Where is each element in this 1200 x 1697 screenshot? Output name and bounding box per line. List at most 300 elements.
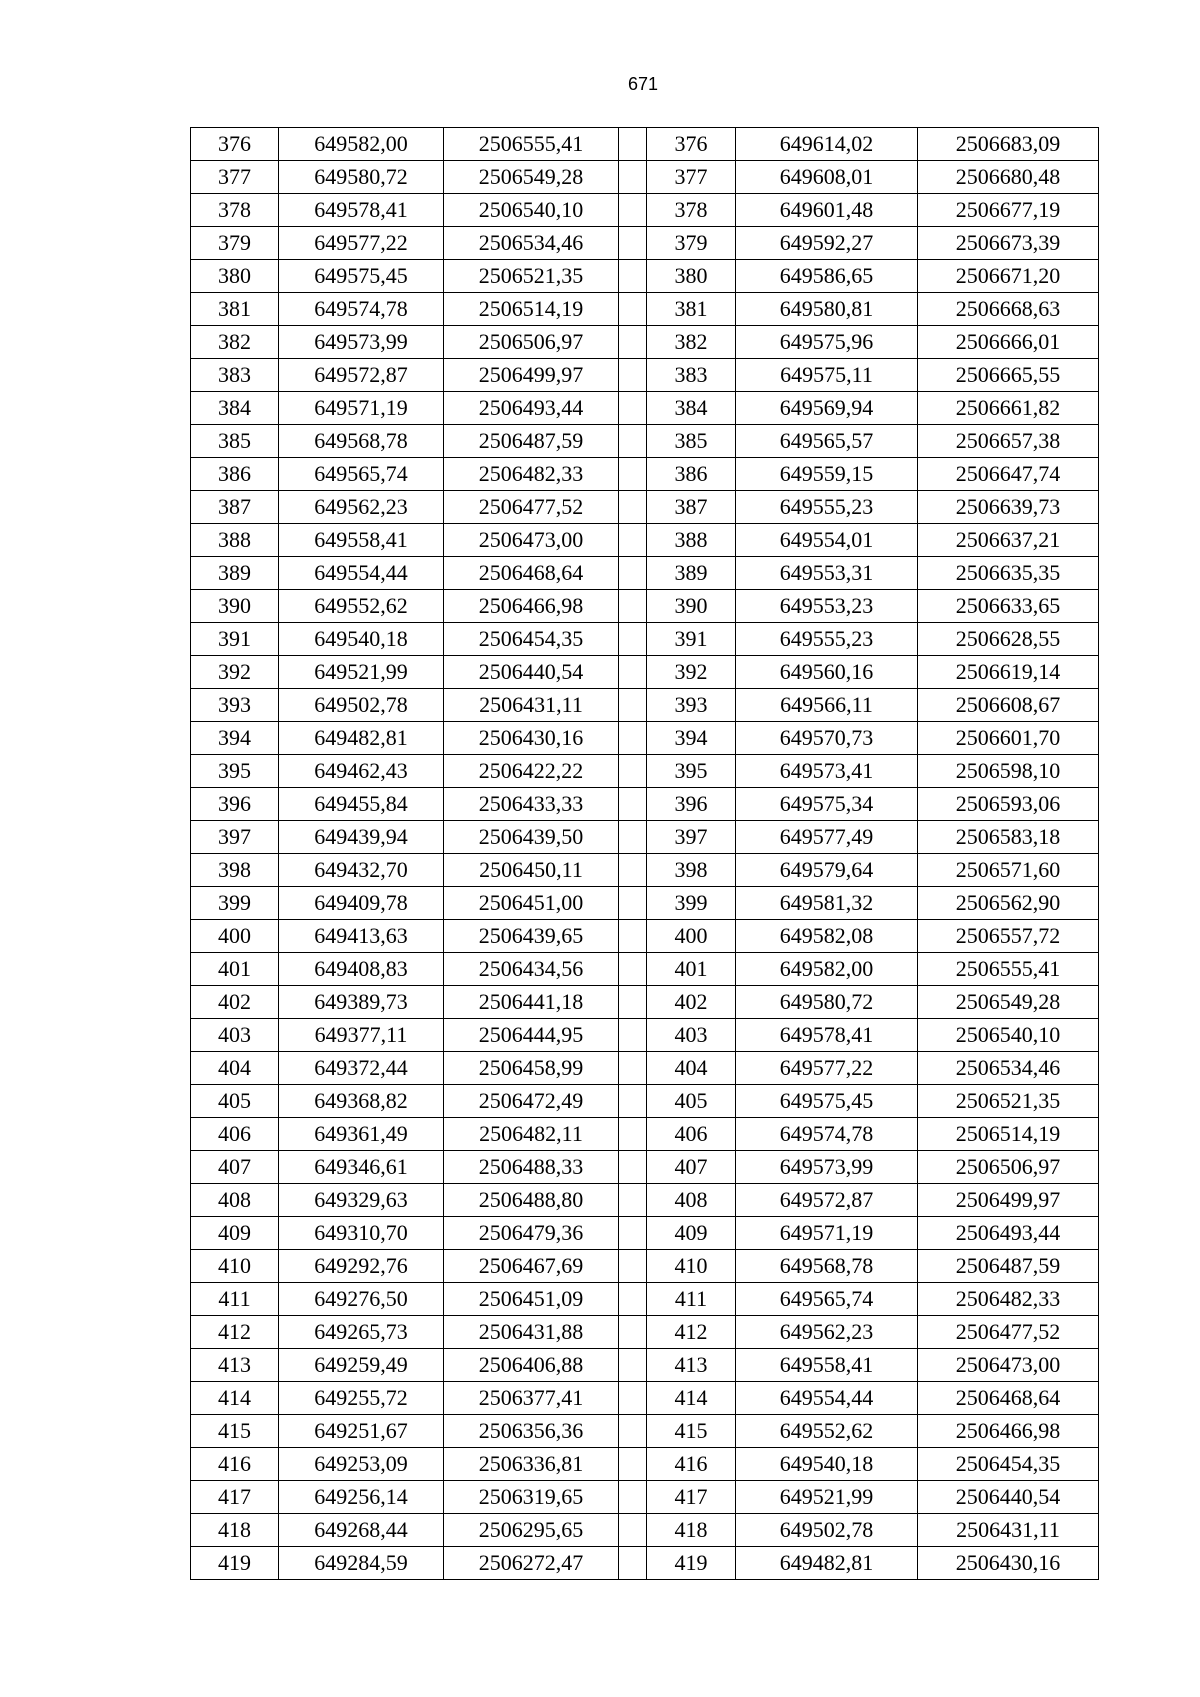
x-coordinate-right: 649586,65	[736, 260, 918, 293]
spacer-cell	[619, 1250, 647, 1283]
y-coordinate-right: 2506680,48	[918, 161, 1099, 194]
y-coordinate-right: 2506557,72	[918, 920, 1099, 953]
y-coordinate-right: 2506534,46	[918, 1052, 1099, 1085]
spacer-cell	[619, 689, 647, 722]
point-number-left: 393	[191, 689, 279, 722]
x-coordinate-left: 649572,87	[279, 359, 444, 392]
spacer-cell	[619, 590, 647, 623]
y-coordinate-left: 2506454,35	[444, 623, 619, 656]
point-number-left: 391	[191, 623, 279, 656]
x-coordinate-right: 649502,78	[736, 1514, 918, 1547]
spacer-cell	[619, 1514, 647, 1547]
coordinates-table-body	[191, 128, 1099, 1580]
y-coordinate-left: 2506319,65	[444, 1481, 619, 1514]
y-coordinate-right: 2506466,98	[918, 1415, 1099, 1448]
table-row	[191, 920, 1099, 953]
y-coordinate-right: 2506639,73	[918, 491, 1099, 524]
table-row	[191, 1349, 1099, 1382]
table-row	[191, 689, 1099, 722]
x-coordinate-left: 649502,78	[279, 689, 444, 722]
point-number-right: 403	[647, 1019, 736, 1052]
y-coordinate-right: 2506583,18	[918, 821, 1099, 854]
spacer-cell	[619, 1019, 647, 1052]
y-coordinate-left: 2506336,81	[444, 1448, 619, 1481]
y-coordinate-left: 2506444,95	[444, 1019, 619, 1052]
y-coordinate-right: 2506493,44	[918, 1217, 1099, 1250]
point-number-left: 396	[191, 788, 279, 821]
point-number-right: 405	[647, 1085, 736, 1118]
spacer-cell	[619, 1217, 647, 1250]
point-number-left: 394	[191, 722, 279, 755]
table-row	[191, 1085, 1099, 1118]
x-coordinate-left: 649268,44	[279, 1514, 444, 1547]
x-coordinate-left: 649372,44	[279, 1052, 444, 1085]
point-number-left: 380	[191, 260, 279, 293]
y-coordinate-right: 2506666,01	[918, 326, 1099, 359]
point-number-left: 411	[191, 1283, 279, 1316]
x-coordinate-right: 649573,41	[736, 755, 918, 788]
y-coordinate-right: 2506671,20	[918, 260, 1099, 293]
y-coordinate-left: 2506451,09	[444, 1283, 619, 1316]
spacer-cell	[619, 128, 647, 161]
y-coordinate-right: 2506499,97	[918, 1184, 1099, 1217]
x-coordinate-right: 649540,18	[736, 1448, 918, 1481]
x-coordinate-left: 649292,76	[279, 1250, 444, 1283]
point-number-right: 406	[647, 1118, 736, 1151]
y-coordinate-left: 2506272,47	[444, 1547, 619, 1580]
spacer-cell	[619, 854, 647, 887]
point-number-right: 393	[647, 689, 736, 722]
y-coordinate-right: 2506540,10	[918, 1019, 1099, 1052]
table-row	[191, 524, 1099, 557]
x-coordinate-right: 649574,78	[736, 1118, 918, 1151]
point-number-left: 386	[191, 458, 279, 491]
coordinates-table	[190, 127, 1099, 1580]
y-coordinate-left: 2506479,36	[444, 1217, 619, 1250]
spacer-cell	[619, 1052, 647, 1085]
y-coordinate-left: 2506555,41	[444, 128, 619, 161]
x-coordinate-left: 649368,82	[279, 1085, 444, 1118]
x-coordinate-right: 649582,08	[736, 920, 918, 953]
y-coordinate-left: 2506430,16	[444, 722, 619, 755]
x-coordinate-left: 649574,78	[279, 293, 444, 326]
point-number-left: 382	[191, 326, 279, 359]
table-row	[191, 1184, 1099, 1217]
x-coordinate-right: 649578,41	[736, 1019, 918, 1052]
y-coordinate-right: 2506657,38	[918, 425, 1099, 458]
point-number-right: 391	[647, 623, 736, 656]
y-coordinate-left: 2506482,33	[444, 458, 619, 491]
y-coordinate-right: 2506430,16	[918, 1547, 1099, 1580]
y-coordinate-right: 2506683,09	[918, 128, 1099, 161]
x-coordinate-left: 649462,43	[279, 755, 444, 788]
point-number-left: 397	[191, 821, 279, 854]
x-coordinate-right: 649580,81	[736, 293, 918, 326]
point-number-right: 400	[647, 920, 736, 953]
point-number-right: 376	[647, 128, 736, 161]
y-coordinate-right: 2506661,82	[918, 392, 1099, 425]
point-number-left: 419	[191, 1547, 279, 1580]
point-number-right: 412	[647, 1316, 736, 1349]
table-row	[191, 656, 1099, 689]
y-coordinate-right: 2506619,14	[918, 656, 1099, 689]
point-number-right: 417	[647, 1481, 736, 1514]
y-coordinate-right: 2506440,54	[918, 1481, 1099, 1514]
x-coordinate-right: 649553,23	[736, 590, 918, 623]
y-coordinate-right: 2506521,35	[918, 1085, 1099, 1118]
x-coordinate-left: 649253,09	[279, 1448, 444, 1481]
x-coordinate-left: 649276,50	[279, 1283, 444, 1316]
y-coordinate-right: 2506665,55	[918, 359, 1099, 392]
x-coordinate-right: 649555,23	[736, 491, 918, 524]
y-coordinate-left: 2506506,97	[444, 326, 619, 359]
x-coordinate-left: 649575,45	[279, 260, 444, 293]
x-coordinate-left: 649408,83	[279, 953, 444, 986]
point-number-right: 411	[647, 1283, 736, 1316]
point-number-left: 384	[191, 392, 279, 425]
point-number-right: 399	[647, 887, 736, 920]
y-coordinate-left: 2506406,88	[444, 1349, 619, 1382]
x-coordinate-right: 649562,23	[736, 1316, 918, 1349]
point-number-left: 392	[191, 656, 279, 689]
x-coordinate-left: 649361,49	[279, 1118, 444, 1151]
table-row	[191, 359, 1099, 392]
point-number-right: 401	[647, 953, 736, 986]
point-number-right: 384	[647, 392, 736, 425]
y-coordinate-left: 2506493,44	[444, 392, 619, 425]
x-coordinate-left: 649565,74	[279, 458, 444, 491]
table-row	[191, 491, 1099, 524]
y-coordinate-right: 2506677,19	[918, 194, 1099, 227]
x-coordinate-left: 649521,99	[279, 656, 444, 689]
y-coordinate-right: 2506668,63	[918, 293, 1099, 326]
x-coordinate-right: 649482,81	[736, 1547, 918, 1580]
y-coordinate-left: 2506434,56	[444, 953, 619, 986]
point-number-left: 418	[191, 1514, 279, 1547]
point-number-right: 395	[647, 755, 736, 788]
point-number-right: 408	[647, 1184, 736, 1217]
x-coordinate-right: 649559,15	[736, 458, 918, 491]
x-coordinate-left: 649577,22	[279, 227, 444, 260]
x-coordinate-right: 649575,34	[736, 788, 918, 821]
point-number-left: 388	[191, 524, 279, 557]
y-coordinate-left: 2506441,18	[444, 986, 619, 1019]
spacer-cell	[619, 359, 647, 392]
point-number-right: 415	[647, 1415, 736, 1448]
table-row	[191, 1118, 1099, 1151]
x-coordinate-right: 649575,45	[736, 1085, 918, 1118]
spacer-cell	[619, 1349, 647, 1382]
y-coordinate-right: 2506647,74	[918, 458, 1099, 491]
y-coordinate-left: 2506487,59	[444, 425, 619, 458]
spacer-cell	[619, 1316, 647, 1349]
x-coordinate-left: 649310,70	[279, 1217, 444, 1250]
point-number-left: 378	[191, 194, 279, 227]
point-number-right: 379	[647, 227, 736, 260]
spacer-cell	[619, 392, 647, 425]
table-row	[191, 854, 1099, 887]
spacer-cell	[619, 920, 647, 953]
spacer-cell	[619, 1085, 647, 1118]
point-number-left: 389	[191, 557, 279, 590]
y-coordinate-left: 2506466,98	[444, 590, 619, 623]
point-number-left: 409	[191, 1217, 279, 1250]
point-number-right: 378	[647, 194, 736, 227]
x-coordinate-left: 649568,78	[279, 425, 444, 458]
x-coordinate-left: 649554,44	[279, 557, 444, 590]
point-number-right: 382	[647, 326, 736, 359]
spacer-cell	[619, 260, 647, 293]
y-coordinate-left: 2506431,11	[444, 689, 619, 722]
point-number-left: 407	[191, 1151, 279, 1184]
x-coordinate-left: 649255,72	[279, 1382, 444, 1415]
table-row	[191, 755, 1099, 788]
table-row	[191, 326, 1099, 359]
table-row	[191, 293, 1099, 326]
y-coordinate-right: 2506506,97	[918, 1151, 1099, 1184]
point-number-left: 377	[191, 161, 279, 194]
point-number-right: 404	[647, 1052, 736, 1085]
point-number-right: 419	[647, 1547, 736, 1580]
y-coordinate-left: 2506433,33	[444, 788, 619, 821]
spacer-cell	[619, 326, 647, 359]
spacer-cell	[619, 1118, 647, 1151]
y-coordinate-left: 2506482,11	[444, 1118, 619, 1151]
x-coordinate-right: 649560,16	[736, 656, 918, 689]
y-coordinate-right: 2506571,60	[918, 854, 1099, 887]
y-coordinate-left: 2506499,97	[444, 359, 619, 392]
point-number-left: 398	[191, 854, 279, 887]
x-coordinate-right: 649575,11	[736, 359, 918, 392]
table-row	[191, 590, 1099, 623]
y-coordinate-right: 2506635,35	[918, 557, 1099, 590]
x-coordinate-right: 649554,01	[736, 524, 918, 557]
spacer-cell	[619, 1283, 647, 1316]
table-row	[191, 1151, 1099, 1184]
point-number-right: 383	[647, 359, 736, 392]
table-row	[191, 1448, 1099, 1481]
point-number-left: 403	[191, 1019, 279, 1052]
spacer-cell	[619, 1184, 647, 1217]
x-coordinate-right: 649582,00	[736, 953, 918, 986]
x-coordinate-right: 649558,41	[736, 1349, 918, 1382]
point-number-left: 415	[191, 1415, 279, 1448]
x-coordinate-left: 649580,72	[279, 161, 444, 194]
y-coordinate-right: 2506477,52	[918, 1316, 1099, 1349]
point-number-right: 397	[647, 821, 736, 854]
x-coordinate-right: 649565,57	[736, 425, 918, 458]
table-row	[191, 1481, 1099, 1514]
point-number-right: 394	[647, 722, 736, 755]
x-coordinate-left: 649558,41	[279, 524, 444, 557]
x-coordinate-right: 649580,72	[736, 986, 918, 1019]
spacer-cell	[619, 425, 647, 458]
y-coordinate-right: 2506482,33	[918, 1283, 1099, 1316]
table-row	[191, 1283, 1099, 1316]
point-number-left: 390	[191, 590, 279, 623]
x-coordinate-right: 649571,19	[736, 1217, 918, 1250]
spacer-cell	[619, 1481, 647, 1514]
y-coordinate-left: 2506472,49	[444, 1085, 619, 1118]
x-coordinate-left: 649439,94	[279, 821, 444, 854]
point-number-right: 402	[647, 986, 736, 1019]
spacer-cell	[619, 986, 647, 1019]
y-coordinate-right: 2506633,65	[918, 590, 1099, 623]
table-row	[191, 458, 1099, 491]
y-coordinate-left: 2506549,28	[444, 161, 619, 194]
point-number-right: 396	[647, 788, 736, 821]
y-coordinate-left: 2506295,65	[444, 1514, 619, 1547]
point-number-left: 400	[191, 920, 279, 953]
point-number-right: 377	[647, 161, 736, 194]
table-row	[191, 260, 1099, 293]
point-number-left: 404	[191, 1052, 279, 1085]
x-coordinate-right: 649552,62	[736, 1415, 918, 1448]
x-coordinate-right: 649601,48	[736, 194, 918, 227]
y-coordinate-left: 2506488,80	[444, 1184, 619, 1217]
point-number-left: 413	[191, 1349, 279, 1382]
x-coordinate-left: 649540,18	[279, 623, 444, 656]
point-number-right: 410	[647, 1250, 736, 1283]
x-coordinate-right: 649555,23	[736, 623, 918, 656]
spacer-cell	[619, 491, 647, 524]
point-number-left: 379	[191, 227, 279, 260]
x-coordinate-left: 649552,62	[279, 590, 444, 623]
y-coordinate-left: 2506439,65	[444, 920, 619, 953]
x-coordinate-right: 649554,44	[736, 1382, 918, 1415]
point-number-right: 414	[647, 1382, 736, 1415]
table-row	[191, 1250, 1099, 1283]
x-coordinate-left: 649573,99	[279, 326, 444, 359]
page-number: 671	[627, 74, 659, 94]
spacer-cell	[619, 458, 647, 491]
table-row	[191, 1514, 1099, 1547]
table-row	[191, 161, 1099, 194]
y-coordinate-left: 2506356,36	[444, 1415, 619, 1448]
y-coordinate-left: 2506473,00	[444, 524, 619, 557]
point-number-left: 416	[191, 1448, 279, 1481]
spacer-cell	[619, 161, 647, 194]
spacer-cell	[619, 722, 647, 755]
point-number-right: 386	[647, 458, 736, 491]
x-coordinate-right: 649521,99	[736, 1481, 918, 1514]
x-coordinate-right: 649579,64	[736, 854, 918, 887]
spacer-cell	[619, 194, 647, 227]
x-coordinate-right: 649573,99	[736, 1151, 918, 1184]
point-number-right: 407	[647, 1151, 736, 1184]
point-number-left: 405	[191, 1085, 279, 1118]
y-coordinate-left: 2506450,11	[444, 854, 619, 887]
point-number-left: 381	[191, 293, 279, 326]
x-coordinate-left: 649578,41	[279, 194, 444, 227]
point-number-left: 387	[191, 491, 279, 524]
y-coordinate-right: 2506468,64	[918, 1382, 1099, 1415]
table-row	[191, 194, 1099, 227]
point-number-left: 412	[191, 1316, 279, 1349]
spacer-cell	[619, 953, 647, 986]
spacer-cell	[619, 821, 647, 854]
table-row	[191, 986, 1099, 1019]
table-row	[191, 425, 1099, 458]
point-number-left: 399	[191, 887, 279, 920]
x-coordinate-right: 649614,02	[736, 128, 918, 161]
point-number-right: 389	[647, 557, 736, 590]
spacer-cell	[619, 1547, 647, 1580]
y-coordinate-left: 2506514,19	[444, 293, 619, 326]
y-coordinate-right: 2506473,00	[918, 1349, 1099, 1382]
x-coordinate-left: 649256,14	[279, 1481, 444, 1514]
y-coordinate-left: 2506534,46	[444, 227, 619, 260]
y-coordinate-right: 2506601,70	[918, 722, 1099, 755]
x-coordinate-right: 649568,78	[736, 1250, 918, 1283]
x-coordinate-right: 649553,31	[736, 557, 918, 590]
table-row	[191, 1415, 1099, 1448]
point-number-left: 402	[191, 986, 279, 1019]
y-coordinate-right: 2506555,41	[918, 953, 1099, 986]
point-number-right: 387	[647, 491, 736, 524]
point-number-left: 385	[191, 425, 279, 458]
table-row	[191, 1316, 1099, 1349]
y-coordinate-left: 2506439,50	[444, 821, 619, 854]
point-number-right: 409	[647, 1217, 736, 1250]
y-coordinate-right: 2506431,11	[918, 1514, 1099, 1547]
point-number-left: 395	[191, 755, 279, 788]
table-row	[191, 953, 1099, 986]
point-number-right: 385	[647, 425, 736, 458]
x-coordinate-right: 649572,87	[736, 1184, 918, 1217]
point-number-left: 417	[191, 1481, 279, 1514]
x-coordinate-right: 649577,22	[736, 1052, 918, 1085]
spacer-cell	[619, 1448, 647, 1481]
spacer-cell	[619, 1415, 647, 1448]
y-coordinate-left: 2506540,10	[444, 194, 619, 227]
x-coordinate-left: 649389,73	[279, 986, 444, 1019]
table-row	[191, 722, 1099, 755]
point-number-left: 414	[191, 1382, 279, 1415]
spacer-cell	[619, 557, 647, 590]
x-coordinate-right: 649608,01	[736, 161, 918, 194]
y-coordinate-left: 2506468,64	[444, 557, 619, 590]
point-number-left: 376	[191, 128, 279, 161]
x-coordinate-left: 649571,19	[279, 392, 444, 425]
point-number-right: 413	[647, 1349, 736, 1382]
x-coordinate-left: 649562,23	[279, 491, 444, 524]
spacer-cell	[619, 755, 647, 788]
y-coordinate-left: 2506521,35	[444, 260, 619, 293]
x-coordinate-left: 649582,00	[279, 128, 444, 161]
x-coordinate-right: 649575,96	[736, 326, 918, 359]
x-coordinate-left: 649284,59	[279, 1547, 444, 1580]
point-number-left: 401	[191, 953, 279, 986]
y-coordinate-left: 2506458,99	[444, 1052, 619, 1085]
table-row	[191, 1382, 1099, 1415]
x-coordinate-right: 649592,27	[736, 227, 918, 260]
y-coordinate-right: 2506628,55	[918, 623, 1099, 656]
point-number-left: 410	[191, 1250, 279, 1283]
x-coordinate-right: 649570,73	[736, 722, 918, 755]
spacer-cell	[619, 1151, 647, 1184]
table-row	[191, 392, 1099, 425]
y-coordinate-left: 2506467,69	[444, 1250, 619, 1283]
y-coordinate-left: 2506431,88	[444, 1316, 619, 1349]
y-coordinate-left: 2506440,54	[444, 656, 619, 689]
x-coordinate-right: 649577,49	[736, 821, 918, 854]
x-coordinate-left: 649432,70	[279, 854, 444, 887]
spacer-cell	[619, 788, 647, 821]
y-coordinate-right: 2506673,39	[918, 227, 1099, 260]
point-number-right: 388	[647, 524, 736, 557]
x-coordinate-left: 649265,73	[279, 1316, 444, 1349]
